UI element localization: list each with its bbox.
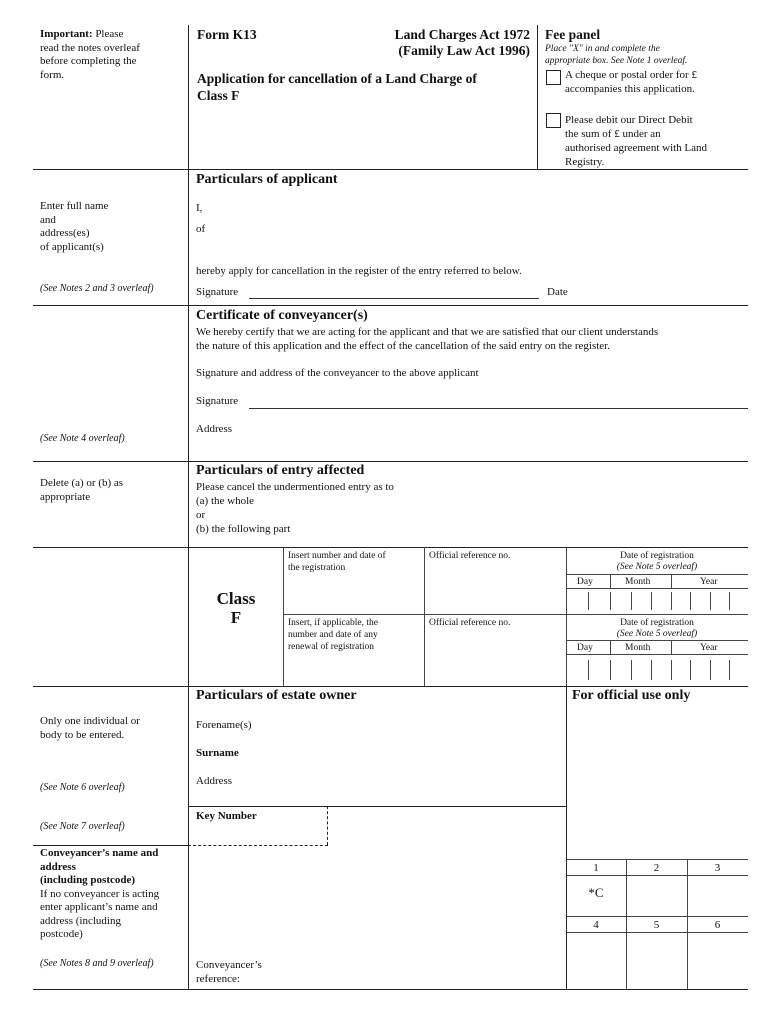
note-4: (See Note 4 overleaf)	[40, 433, 125, 444]
applicant-signature-line[interactable]	[249, 298, 539, 299]
digit-box-divider	[710, 660, 711, 680]
certificate-heading: Certificate of conveyancer(s)	[196, 308, 368, 323]
fee-panel-title: Fee panel	[545, 27, 601, 42]
instr-line: and	[40, 213, 56, 226]
class-word: Class	[216, 589, 256, 608]
fee-opt-line: accompanies this application.	[565, 83, 695, 95]
date-reg-label-1: Date of registration	[620, 551, 694, 561]
official-grid-top	[566, 859, 748, 860]
instr-line: enter applicant’s name and	[40, 901, 158, 913]
date-grid-head-rule-1	[566, 574, 748, 575]
applicant-i-label: I,	[196, 202, 203, 214]
insert-registration-label	[288, 550, 418, 574]
act-subtitle: (Family Law Act 1996)	[398, 43, 530, 58]
key-number-dash-right	[327, 806, 328, 845]
official-divider	[566, 686, 567, 989]
fee-cheque-text	[565, 68, 697, 96]
instr-line: address (including	[40, 914, 121, 927]
official-grid-r1	[566, 875, 748, 876]
estate-mid-rule	[188, 806, 566, 807]
official-cell-3: 3	[714, 862, 721, 874]
only-one-instruction	[40, 715, 140, 742]
instr-line: Delete (a) or (b) as	[40, 477, 124, 489]
conveyancer-signature-label: Signature	[196, 395, 239, 407]
official-ref-label-1: Official reference no.	[429, 551, 511, 561]
insert-line: Insert, if applicable, the	[288, 618, 378, 628]
class-f-label	[190, 589, 282, 627]
insert-renewal-label	[288, 617, 418, 653]
cert-line: the nature of this application and the effect of the cancellation of the said entry on the register.	[196, 340, 610, 352]
conveyancer-instruction	[40, 847, 159, 942]
entry-line: or	[196, 509, 206, 521]
certificate-bottom-rule	[33, 461, 748, 462]
fee-opt-line: authorised agreement with Land	[565, 142, 708, 154]
day-label-2: Day	[577, 643, 593, 653]
instr-line: Enter full name	[40, 200, 109, 212]
digit-box-divider	[588, 592, 589, 610]
date-sep	[671, 574, 672, 588]
date-reg-note-2: (See Note 5 overleaf)	[616, 629, 698, 639]
important-text: Please	[92, 28, 124, 40]
month-label-1: Month	[625, 577, 651, 587]
official-ref-label-2: Official reference no.	[429, 618, 511, 628]
date-sep	[610, 640, 611, 654]
instr-line: address(es)	[40, 227, 90, 239]
conveyancer-signature-line[interactable]	[249, 408, 748, 409]
fee-opt-line: Please debit our Direct Debit	[565, 114, 693, 126]
digit-box-divider	[710, 592, 711, 610]
certificate-sigaddr: Signature and address of the conveyancer to the above applicant	[196, 367, 479, 379]
important-label: Important:	[40, 28, 93, 40]
left-note7-rule	[33, 845, 188, 846]
insert-line: renewal of registration	[288, 642, 374, 652]
instr-line: body to be entered.	[40, 728, 125, 741]
form-bottom-rule	[33, 989, 748, 990]
note-8-9: (See Notes 8 and 9 overleaf)	[40, 958, 154, 969]
class-letter: F	[230, 608, 242, 627]
act-name: Land Charges Act 1972	[394, 27, 530, 42]
day-label-1: Day	[577, 577, 593, 587]
fee-direct-debit-checkbox[interactable]	[546, 113, 561, 128]
key-number-label: Key Number	[196, 810, 257, 822]
digit-box-divider	[671, 660, 672, 680]
important-line-3: before completing the	[40, 55, 137, 67]
insert-line: number and date of any	[288, 630, 378, 640]
instr-line: appropriate	[40, 490, 91, 503]
applicant-date-label: Date	[547, 286, 568, 298]
official-use-heading: For official use only	[572, 688, 691, 703]
note-2-3: (See Notes 2 and 3 overleaf)	[40, 283, 154, 294]
instr-line: If no conveyancer is acting	[40, 887, 160, 900]
owner-address-label: Address	[196, 775, 233, 787]
form-title	[197, 70, 533, 104]
digit-box-divider	[651, 592, 652, 610]
fee-direct-debit-text	[565, 113, 707, 169]
date-grid-head-rule-2	[566, 640, 748, 641]
digit-box-divider	[690, 592, 691, 610]
fee-opt-line: A cheque or postal order for £	[565, 69, 697, 81]
fee-instructions	[545, 43, 687, 67]
entry-text	[196, 480, 394, 536]
insert-line: Insert number and date of	[288, 551, 386, 561]
important-line-2: read the notes overleaf	[40, 41, 140, 54]
applicant-bottom-rule	[33, 305, 748, 306]
entry-line: Please cancel the undermentioned entry as to	[196, 481, 394, 493]
date-sep	[671, 640, 672, 654]
official-cell-c: *C	[588, 885, 604, 900]
instr-line: postcode)	[40, 928, 83, 940]
cert-line: We hereby certify that we are acting for the applicant and that we are satisfied that our client understands	[196, 326, 659, 338]
header-bottom-rule	[33, 169, 748, 170]
form-number: Form K13	[197, 27, 257, 42]
year-label-1: Year	[700, 577, 718, 587]
digit-box-divider	[588, 660, 589, 680]
applicant-heading: Particulars of applicant	[196, 172, 338, 187]
date-reg-note-1: (See Note 5 overleaf)	[616, 562, 698, 572]
conv-ref-line: reference:	[196, 973, 240, 985]
instr-line: Only one individual or	[40, 715, 140, 727]
official-cell-2: 2	[653, 862, 660, 874]
entry-line: (b) the following part	[196, 523, 291, 535]
insert-line: the registration	[288, 563, 346, 573]
fee-panel-divider	[537, 25, 538, 170]
title-line-2: Class F	[197, 88, 240, 103]
year-label-2: Year	[700, 643, 718, 653]
key-number-dash-bottom	[188, 845, 328, 846]
surname-label: Surname	[196, 747, 239, 759]
instr-line: (including postcode)	[40, 874, 136, 886]
date-grid-head-rule-1b	[566, 588, 748, 589]
instr-line: Conveyancer’s name and	[40, 847, 159, 859]
instr-line: of applicant(s)	[40, 240, 104, 253]
date-reg-label-2: Date of registration	[620, 618, 694, 628]
conv-ref-line: Conveyancer’s	[196, 959, 262, 971]
certificate-text	[196, 325, 748, 353]
important-note	[40, 28, 185, 82]
date-sep	[610, 574, 611, 588]
important-line-4: form.	[40, 68, 65, 81]
official-cell-1: 1	[593, 862, 599, 874]
digit-box-divider	[631, 660, 632, 680]
delete-instruction	[40, 477, 123, 504]
official-grid-r2	[566, 916, 748, 917]
digit-box-divider	[671, 592, 672, 610]
digit-box-divider	[631, 592, 632, 610]
entry-heading: Particulars of entry affected	[196, 463, 365, 478]
conveyancer-address-label: Address	[196, 423, 233, 435]
fee-instr-line: appropriate box. See Note 1 overleaf.	[545, 56, 688, 66]
date-grid-head-rule-2b	[566, 654, 748, 655]
fee-cheque-checkbox[interactable]	[546, 70, 561, 85]
official-cell-5: 5	[653, 919, 660, 931]
entry-bottom-rule	[33, 547, 748, 548]
digit-box-divider	[610, 660, 611, 680]
conveyancer-reference-label	[196, 958, 262, 986]
table-col-2	[424, 547, 425, 686]
digit-box-divider	[729, 660, 730, 680]
estate-owner-heading: Particulars of estate owner	[196, 688, 357, 703]
digit-box-divider	[729, 592, 730, 610]
apply-statement: hereby apply for cancellation in the register of the entry referred to below.	[196, 265, 522, 277]
official-grid-r3	[566, 932, 748, 933]
note-6: (See Note 6 overleaf)	[40, 782, 125, 793]
official-cell-6: 6	[714, 919, 721, 931]
fee-instr-line: Place "X" in and complete the	[545, 44, 660, 54]
forenames-label: Forename(s)	[196, 719, 252, 731]
digit-box-divider	[651, 660, 652, 680]
fee-opt-line: Registry.	[565, 156, 605, 168]
table-mid-rule	[283, 614, 748, 615]
official-cell-4: 4	[593, 919, 599, 931]
fee-opt-line: the sum of £ under an	[565, 128, 661, 140]
table-col-1	[283, 547, 284, 686]
digit-box-divider	[610, 592, 611, 610]
title-line-1: Application for cancellation of a Land Charge of	[197, 71, 477, 86]
applicant-of-label: of	[196, 223, 206, 235]
applicant-signature-label: Signature	[196, 286, 239, 298]
month-label-2: Month	[625, 643, 651, 653]
digit-box-divider	[690, 660, 691, 680]
table-bottom-rule	[33, 686, 748, 687]
entry-line: (a) the whole	[196, 495, 255, 507]
note-7: (See Note 7 overleaf)	[40, 821, 125, 832]
applicant-instruction	[40, 200, 108, 254]
instr-line: address	[40, 860, 76, 873]
